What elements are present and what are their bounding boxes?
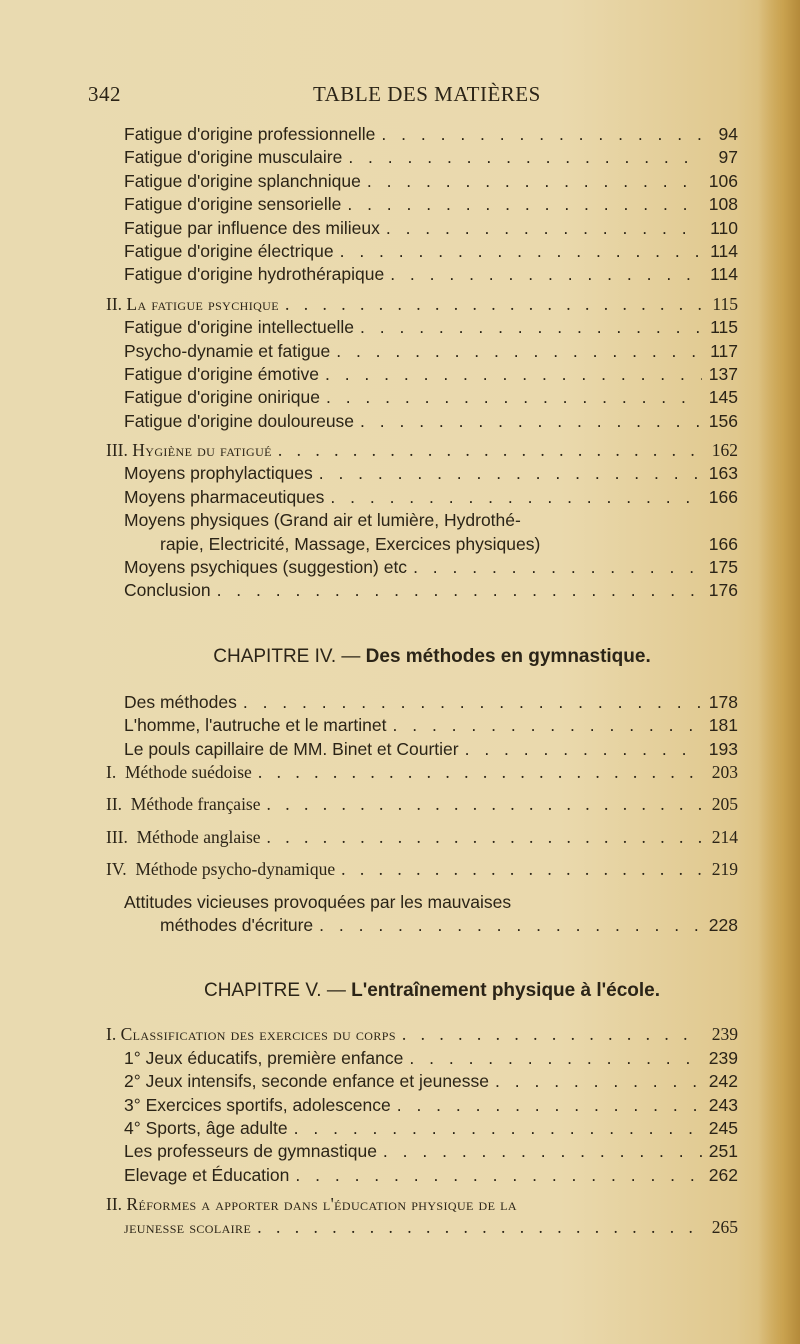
entry-title: Fatigue d'origine onirique	[124, 387, 320, 408]
entry-title: Fatigue d'origine douloureuse	[124, 410, 355, 431]
toc-entry	[106, 241, 738, 264]
entry-number: II.	[106, 794, 123, 815]
page-number: 342	[88, 82, 121, 106]
page-ref: 114	[710, 240, 738, 261]
toc-method-entry	[106, 794, 738, 817]
classification-entries	[106, 1048, 738, 1188]
fatigue-psychique-entries	[106, 317, 738, 434]
page-ref: 115	[710, 317, 738, 338]
toc-entry	[106, 580, 738, 603]
section-title: Classification des exercices du corps	[120, 1024, 396, 1045]
page-ref: 262	[708, 1164, 738, 1185]
entry-title: Elevage et Éducation	[124, 1164, 290, 1185]
section-number: III.	[106, 440, 128, 461]
chapter-4-entries	[106, 692, 738, 762]
page-ref: 114	[710, 264, 738, 285]
page-ref: 239	[711, 1024, 738, 1045]
toc-method-entry	[106, 762, 738, 785]
toc-entry	[106, 1165, 738, 1188]
entry-title: Fatigue d'origine splanchnique	[124, 170, 361, 191]
section-title: Réformes a apporter dans l'éducation physique de la	[126, 1194, 517, 1215]
page-ref: 137	[708, 363, 738, 384]
entry-title: Des méthodes	[124, 691, 237, 712]
page-ref: 239	[708, 1047, 738, 1068]
methods-list	[106, 762, 738, 883]
section-title: La fatigue psychique	[126, 293, 279, 314]
page-ref: 265	[711, 1217, 738, 1238]
toc-entry	[106, 692, 738, 715]
entry-title: Fatigue d'origine intellectuelle	[124, 317, 355, 338]
toc-method-entry	[106, 827, 738, 850]
toc-entry	[106, 364, 738, 387]
toc-method-entry	[106, 859, 738, 882]
section-number: II.	[106, 293, 123, 314]
page-ref: 145	[708, 387, 738, 408]
entry-title: Le pouls capillaire de MM. Binet et Courtier	[124, 738, 459, 759]
toc-entry-attitudes-line2: méthodes d'écriture . . . 228	[106, 915, 738, 938]
entry-title: Moyens pharmaceutiques	[124, 486, 325, 507]
page-ref: 97	[718, 147, 738, 168]
entry-title: 2° Jeux intensifs, seconde enfance et jeunesse	[124, 1071, 490, 1092]
toc-entry-attitudes-line1: Attitudes vicieuses provoquées par les mauvaises	[124, 891, 512, 912]
entry-title: Moyens psychiques (suggestion) etc	[124, 557, 408, 578]
entry-title: Méthode française	[130, 794, 261, 815]
page-ref: 193	[708, 738, 738, 759]
page-ref: 110	[710, 217, 738, 238]
toc-section-classification	[106, 1024, 738, 1047]
page-edge-shadow	[758, 0, 800, 1344]
toc-entry	[106, 387, 738, 410]
toc-entry-moyens-physiques-line1: Moyens physiques (Grand air et lumière, Hydrothé-	[124, 510, 521, 531]
hygiene-entries-end	[106, 557, 738, 604]
entry-title: Fatigue d'origine hydrothérapique	[124, 264, 385, 285]
toc-entry	[106, 264, 738, 287]
page-ref: 166	[708, 486, 738, 507]
page-ref: 228	[708, 914, 738, 935]
toc-section-hygiene	[106, 440, 738, 463]
section-title: Hygiène du fatigué	[132, 440, 272, 461]
toc-entry	[106, 341, 738, 364]
toc-entry	[106, 487, 738, 510]
page-ref: 219	[711, 859, 738, 880]
section-number: II.	[106, 1194, 123, 1215]
page-ref: 242	[708, 1071, 738, 1092]
hygiene-entries	[106, 463, 738, 510]
toc-entry	[106, 1118, 738, 1141]
chapter-5-heading: CHAPITRE V. — L'entraînement physique à l'école.	[203, 980, 661, 1002]
entry-number: III.	[106, 826, 128, 847]
entry-title: Moyens prophylactiques	[124, 463, 313, 484]
entry-number: I.	[106, 761, 117, 782]
page-ref: 106	[708, 170, 738, 191]
running-title: TABLE DES MATIÈRES	[313, 82, 541, 106]
toc-entry	[106, 218, 738, 241]
entry-number: IV.	[106, 859, 127, 880]
toc-entry	[106, 1048, 738, 1071]
page-ref: 251	[708, 1141, 738, 1162]
entry-title: Les professeurs de gymnastique	[124, 1141, 377, 1162]
entry-title: Fatigue d'origine musculaire	[124, 147, 343, 168]
toc-section-reformes-line2: jeunesse scolaire . . . 265	[106, 1217, 738, 1240]
chapter-4-heading: CHAPITRE IV. — Des méthodes en gymnastique.	[213, 645, 651, 667]
toc-entry	[106, 557, 738, 580]
toc-entry	[106, 194, 738, 217]
entry-title: 3° Exercices sportifs, adolescence	[124, 1094, 391, 1115]
entry-title: Fatigue d'origine électrique	[124, 240, 334, 261]
entry-title: Fatigue d'origine professionnelle	[124, 124, 376, 144]
page-ref: 94	[718, 124, 738, 144]
page-ref: 115	[712, 293, 738, 314]
page-ref: 117	[710, 340, 738, 361]
toc-entry	[106, 411, 738, 434]
page-ref: 108	[708, 194, 738, 215]
entry-title: L'homme, l'autruche et le martinet	[124, 715, 387, 736]
entry-title: Méthode anglaise	[136, 826, 261, 847]
toc-entry	[106, 1141, 738, 1164]
page-ref: 156	[708, 410, 738, 431]
toc-section-reformes-line1	[106, 1194, 738, 1217]
toc-entry	[106, 147, 738, 170]
page-ref: 162	[711, 440, 738, 461]
page-ref: 178	[708, 691, 738, 712]
entry-title: Fatigue d'origine sensorielle	[124, 194, 342, 215]
entry-title: Méthode suédoise	[124, 761, 252, 782]
table-of-contents	[106, 124, 738, 1241]
toc-entry	[106, 463, 738, 486]
toc-entry	[106, 171, 738, 194]
page-ref: 166	[708, 533, 738, 554]
toc-entry	[106, 317, 738, 340]
page-ref: 163	[708, 463, 738, 484]
toc-entry-moyens-physiques-line2: rapie, Electricité, Massage, Exercices physiques) 166	[160, 533, 738, 554]
page-ref: 181	[708, 715, 738, 736]
entry-title: Fatigue d'origine émotive	[124, 363, 319, 384]
page-ref: 243	[708, 1094, 738, 1115]
page-ref: 203	[711, 761, 738, 782]
toc-entry	[106, 1095, 738, 1118]
page-ref: 175	[708, 557, 738, 578]
entry-title: Méthode psycho-dynamique	[135, 859, 336, 880]
toc-entry	[106, 1071, 738, 1094]
page-header	[88, 82, 648, 112]
toc-section-fatigue-psychique	[106, 294, 738, 317]
toc-entry	[106, 124, 738, 147]
page-ref: 245	[708, 1117, 738, 1138]
page-ref: 214	[711, 826, 738, 847]
entry-title: 1° Jeux éducatifs, première enfance	[124, 1047, 404, 1068]
section-number: I.	[106, 1024, 117, 1045]
entry-title: Fatigue par influence des milieux	[124, 217, 380, 238]
toc-entry	[106, 739, 738, 762]
page-ref: 176	[708, 580, 738, 601]
fatigue-physique-entries	[106, 124, 738, 288]
page-ref: 205	[711, 794, 738, 815]
entry-title: Conclusion	[124, 580, 211, 601]
entry-title: Psycho-dynamie et fatigue	[124, 340, 331, 361]
toc-entry	[106, 715, 738, 738]
entry-title: 4° Sports, âge adulte	[124, 1117, 288, 1138]
